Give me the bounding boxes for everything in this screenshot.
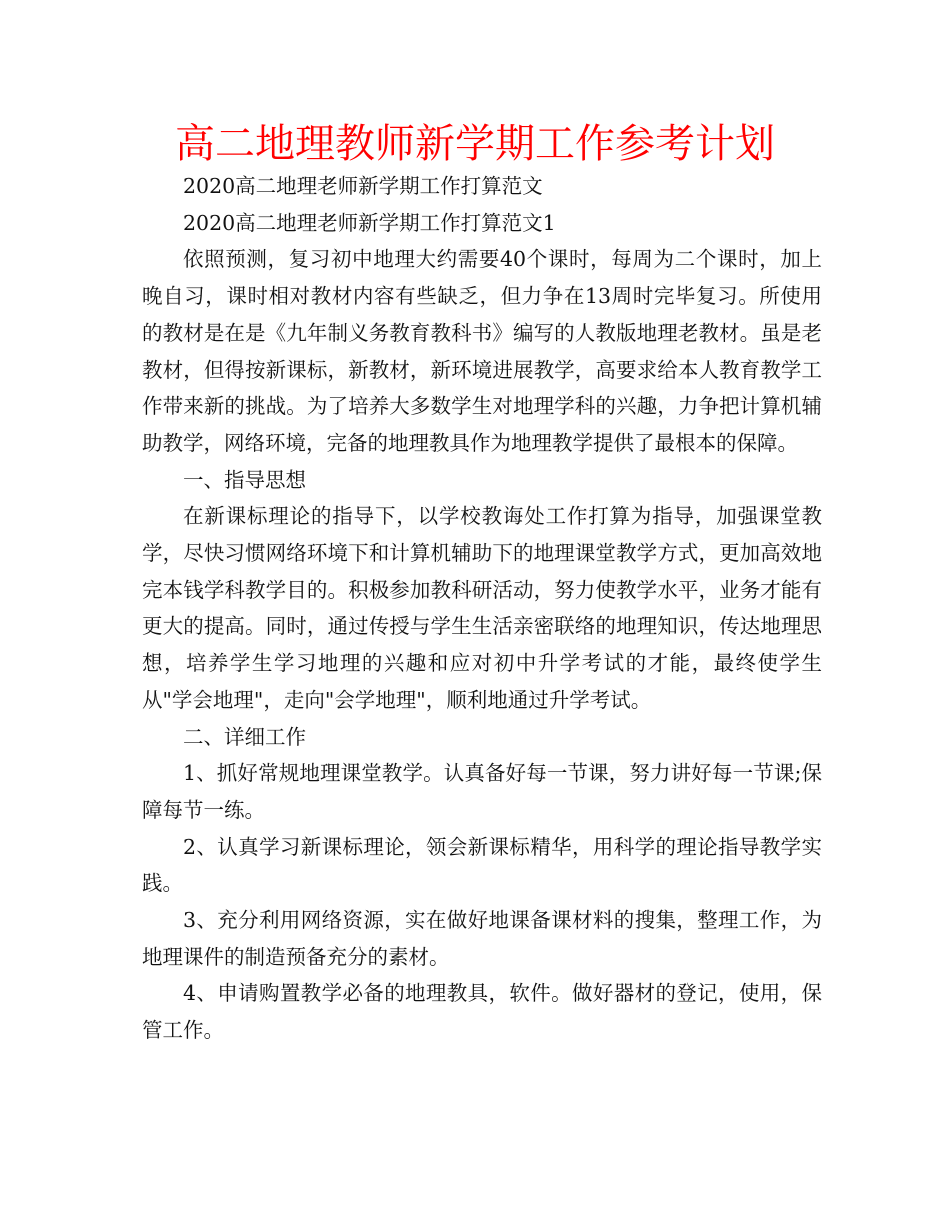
section-heading: 一、指导思想 [183,467,306,492]
subtitle-line: 2020高二地理老师新学期工作打算范文1 [183,210,556,235]
body-paragraph: 依照预测，复习初中地理大约需要40个课时，每周为二个课时，加上晚自习，课时相对教材内容有些缺乏，但力争在13周时完毕复习。所使用的教材是在是《九年制义务教育教科书》编写的人教版地理老教材。虽是老教材，但得按新课标，新教材，新环境进展教学，高要求给本人教育教学工作带来新的挑战。为了培养大多数学生对地理学科的兴趣，力争把计算机辅助教学，网络环境，完备的地理教具作为地理教学提供了最根本的保障。 [142,247,822,455]
subtitle-line: 2020高二地理老师新学期工作打算范文 [183,174,543,198]
list-item: 3、充分利用网络资源，实在做好地课备课材料的搜集，整理工作，为地理课件的制造预备充分的素材。 [142,908,822,969]
list-item: 1、抓好常规地理课堂教学。认真备好每一节课，努力讲好每一节课;保障每节一练。 [142,761,822,822]
document-title: 高二地理教师新学期工作参考计划 [175,121,775,167]
section-heading: 二、详细工作 [183,724,306,749]
document-body [142,168,822,1049]
list-item: 4、申请购置教学必备的地理教具，软件。做好器材的登记，使用，保管工作。 [142,981,822,1043]
list-item: 2、认真学习新课标理论，领会新课标精华，用科学的理论指导教学实践。 [142,834,822,896]
body-paragraph: 在新课标理论的指导下，以学校教诲处工作打算为指导，加强课堂教学，尽快习惯网络环境下和计算机辅助下的地理课堂教学方式，更加高效地完本钱学科教学目的。积极参加教科研活动，努力使教学水平，业务才能有更大的提高。同时，通过传授与学生生活亲密联络的地理知识，传达地理思想，培养学生学习地理的兴趣和应对初中升学考试的才能，最终使学生从"学会地理"，走向"会学地理"，顺利地通过升学考试。 [142,504,822,712]
